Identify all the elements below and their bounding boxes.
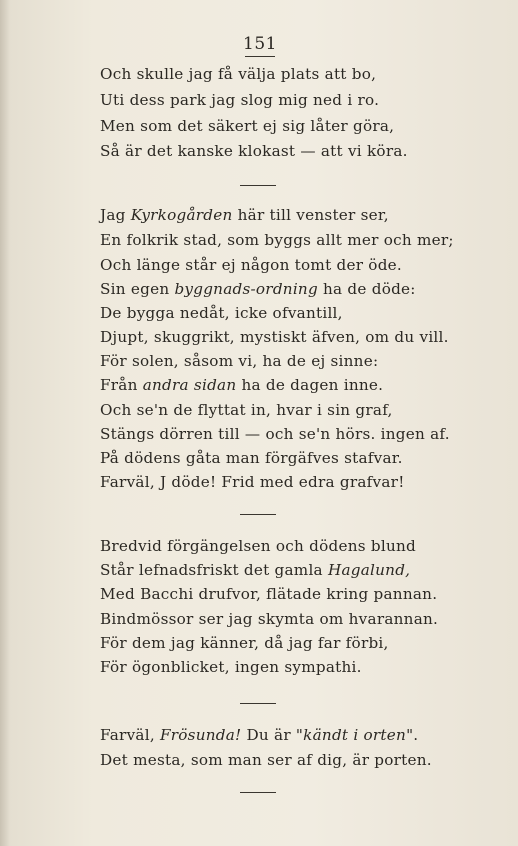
- line-text: här till venster ser,: [232, 206, 389, 224]
- poem-line: [100, 376, 383, 394]
- stanza-divider-rule: [240, 703, 276, 704]
- poem-line: [100, 537, 416, 555]
- poem-line: [100, 634, 389, 652]
- line-text: En folkrik stad, som byggs allt mer och mer;: [100, 231, 454, 249]
- line-text: Djupt, skuggrikt, mystiskt äfven, om du vill.: [100, 328, 449, 346]
- line-text: Från: [100, 376, 143, 394]
- page-number-rule: [245, 56, 275, 57]
- italic-text: kändt i orten: [303, 726, 407, 744]
- line-text: Med Bacchi drufvor, flätade kring pannan.: [100, 585, 438, 603]
- line-text: På dödens gåta man förgäfves stafvar.: [100, 449, 403, 467]
- poem-line: [100, 328, 449, 346]
- line-text: Farväl,: [100, 726, 160, 744]
- line-text: ha de dagen inne.: [236, 376, 384, 394]
- page-number: 151: [243, 34, 277, 54]
- poem-line: [100, 726, 418, 744]
- poem-line: [100, 231, 454, 249]
- page-gutter-shadow: [0, 0, 10, 846]
- line-text: ".: [406, 726, 419, 744]
- italic-text: Kyrkogården: [130, 206, 233, 224]
- stanza-divider-rule: [240, 514, 276, 515]
- poem-line: [100, 117, 394, 135]
- italic-text: Hagalund,: [327, 561, 411, 579]
- line-text: Står lefnadsfriskt det gamla: [100, 561, 328, 579]
- italic-text: Frösunda!: [159, 726, 242, 744]
- line-text: Uti dess park jag slog mig ned i ro.: [100, 91, 380, 109]
- poem-line: [100, 65, 376, 83]
- line-text: Och skulle jag få välja plats att bo,: [100, 65, 377, 83]
- poem-line: [100, 206, 389, 224]
- poem-line: [100, 352, 378, 370]
- poem-line: [100, 304, 343, 322]
- poem-line: [100, 658, 362, 676]
- line-text: Det mesta, som man ser af dig, är porten.: [100, 751, 432, 769]
- line-text: Bredvid förgängelsen och dödens blund: [100, 537, 417, 555]
- line-text: De bygga nedåt, icke ofvantill,: [100, 304, 343, 322]
- line-text: ha de döde:: [317, 280, 416, 298]
- poem-line: [100, 561, 410, 579]
- poem-line: [100, 751, 432, 769]
- line-text: Och länge står ej någon tomt der öde.: [100, 256, 402, 274]
- line-text: Bindmössor ser jag skymta om hvarannan.: [100, 610, 439, 628]
- line-text: Och se'n de flyttat in, hvar i sin graf,: [100, 401, 393, 419]
- line-text: Farväl, J döde! Frid med edra grafvar!: [100, 473, 405, 491]
- line-text: För dem jag känner, då jag far förbi,: [100, 634, 389, 652]
- line-text: Så är det kanske klokast — att vi köra.: [100, 142, 408, 160]
- line-text: Jag: [100, 206, 131, 224]
- line-text: För solen, såsom vi, ha de ej sinne:: [100, 352, 379, 370]
- poem-line: [100, 610, 438, 628]
- line-text: För ögonblicket, ingen sympathi.: [100, 658, 362, 676]
- poem-line: [100, 425, 450, 443]
- poem-line: [100, 142, 408, 160]
- stanza-divider-rule: [240, 792, 276, 793]
- poem-line: [100, 401, 393, 419]
- poem-line: [100, 473, 405, 491]
- line-text: Men som det säkert ej sig låter göra,: [100, 117, 395, 135]
- italic-text: andra sidan: [142, 376, 237, 394]
- italic-text: byggnads-ordning: [174, 280, 318, 298]
- poem-line: [100, 449, 403, 467]
- poem-line: [100, 280, 416, 298]
- poem-line: [100, 256, 402, 274]
- stanza-divider-rule: [240, 185, 276, 186]
- poem-line: [100, 585, 437, 603]
- line-text: Sin egen: [100, 280, 175, 298]
- line-text: Du är ": [241, 726, 304, 744]
- line-text: Stängs dörren till — och se'n hörs. ingen af.: [100, 425, 450, 443]
- poem-line: [100, 91, 379, 109]
